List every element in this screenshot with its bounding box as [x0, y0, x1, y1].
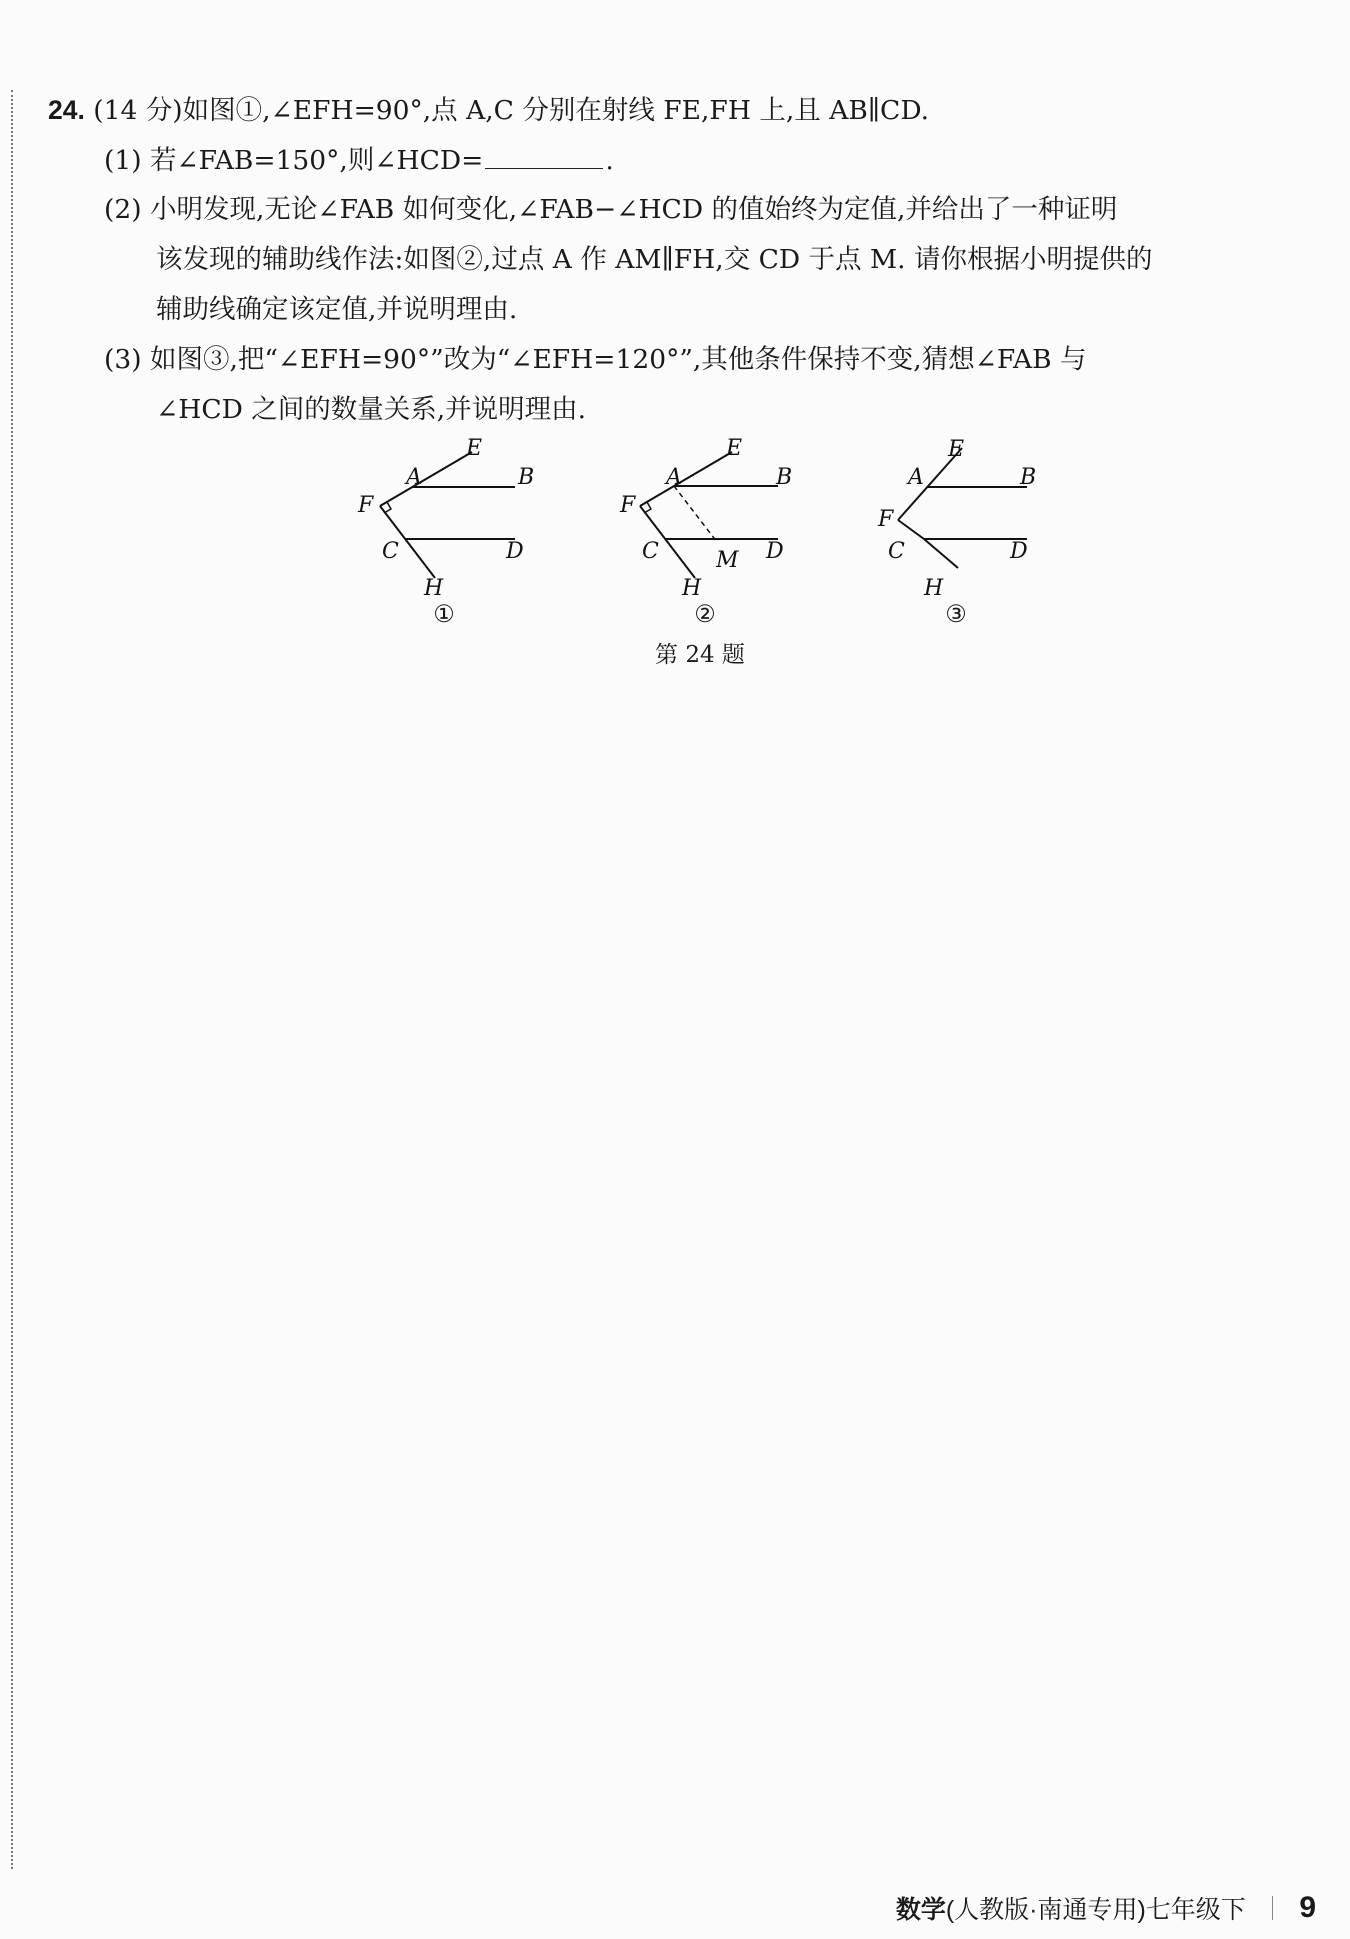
part-2-line-3: 辅助线确定该定值,并说明理由.	[156, 294, 518, 325]
point-h-label: H	[682, 576, 702, 601]
point-c-label: C	[382, 539, 399, 564]
point-h-label: H	[924, 576, 944, 601]
point-a-label: A	[908, 465, 924, 490]
point-d-label: D	[506, 539, 524, 564]
point-e-label: E	[948, 437, 965, 462]
page-number: 9	[1299, 1891, 1316, 1924]
point-m-label: M	[716, 548, 739, 573]
point-a-label: A	[666, 465, 682, 490]
question-number: 24.	[48, 95, 85, 125]
footer-separator	[1272, 1896, 1274, 1920]
point-e-label: E	[726, 436, 743, 461]
point-b-label: B	[1020, 465, 1037, 490]
figure-1-label: ①	[433, 600, 455, 628]
figure-2-label: ②	[694, 600, 716, 628]
point-f-label: F	[620, 493, 636, 518]
point-d-label: D	[1010, 539, 1028, 564]
point-f-label: F	[878, 507, 894, 532]
point-d-label: D	[766, 539, 784, 564]
figure-2	[610, 436, 810, 614]
figure-3-label: ③	[945, 600, 967, 628]
margin-dotted-line	[11, 90, 13, 1869]
figure-3	[870, 437, 1070, 614]
page-footer	[896, 1890, 1316, 1926]
part-2-line-2: 该发现的辅助线作法:如图②,过点 A 作 AM∥FH,交 CD 于点 M. 请你根据小明提供的	[156, 244, 1153, 275]
part-2-line-1: (2) 小明发现,无论∠FAB 如何变化,∠FAB−∠HCD 的值始终为定值,并给出了一种证明	[104, 194, 1118, 225]
part-1	[104, 142, 614, 179]
part-3-line-1: (3) 如图③,把“∠EFH=90°”改为“∠EFH=120°”,其他条件保持不变,猜想∠FAB 与	[104, 344, 1087, 375]
figure-1	[350, 436, 550, 614]
point-c-label: C	[642, 539, 659, 564]
figure-2-diagram	[610, 436, 810, 610]
point-b-label: B	[518, 465, 535, 490]
point-c-label: C	[888, 539, 905, 564]
point-h-label: H	[424, 576, 444, 601]
point-e-label: E	[466, 436, 483, 461]
footer-edition: (人教版·南通专用)七年级下	[945, 1896, 1246, 1924]
question-line-1	[48, 92, 929, 129]
part-3-line-2: ∠HCD 之间的数量关系,并说明理由.	[156, 394, 587, 425]
figure-3-diagram	[870, 437, 1070, 610]
part-1-period: .	[605, 145, 614, 176]
question-stem: (14 分)如图①,∠EFH=90°,点 A,C 分别在射线 FE,FH 上,且 AB∥CD.	[93, 95, 930, 126]
answer-blank[interactable]	[485, 142, 603, 169]
point-a-label: A	[406, 465, 422, 490]
point-f-label: F	[358, 493, 374, 518]
point-b-label: B	[776, 465, 793, 490]
part-1-text: (1) 若∠FAB=150°,则∠HCD=	[104, 145, 484, 176]
figure-caption: 第 24 题	[655, 642, 745, 668]
figure-1-diagram	[350, 436, 550, 610]
footer-subject: 数学	[895, 1896, 946, 1924]
